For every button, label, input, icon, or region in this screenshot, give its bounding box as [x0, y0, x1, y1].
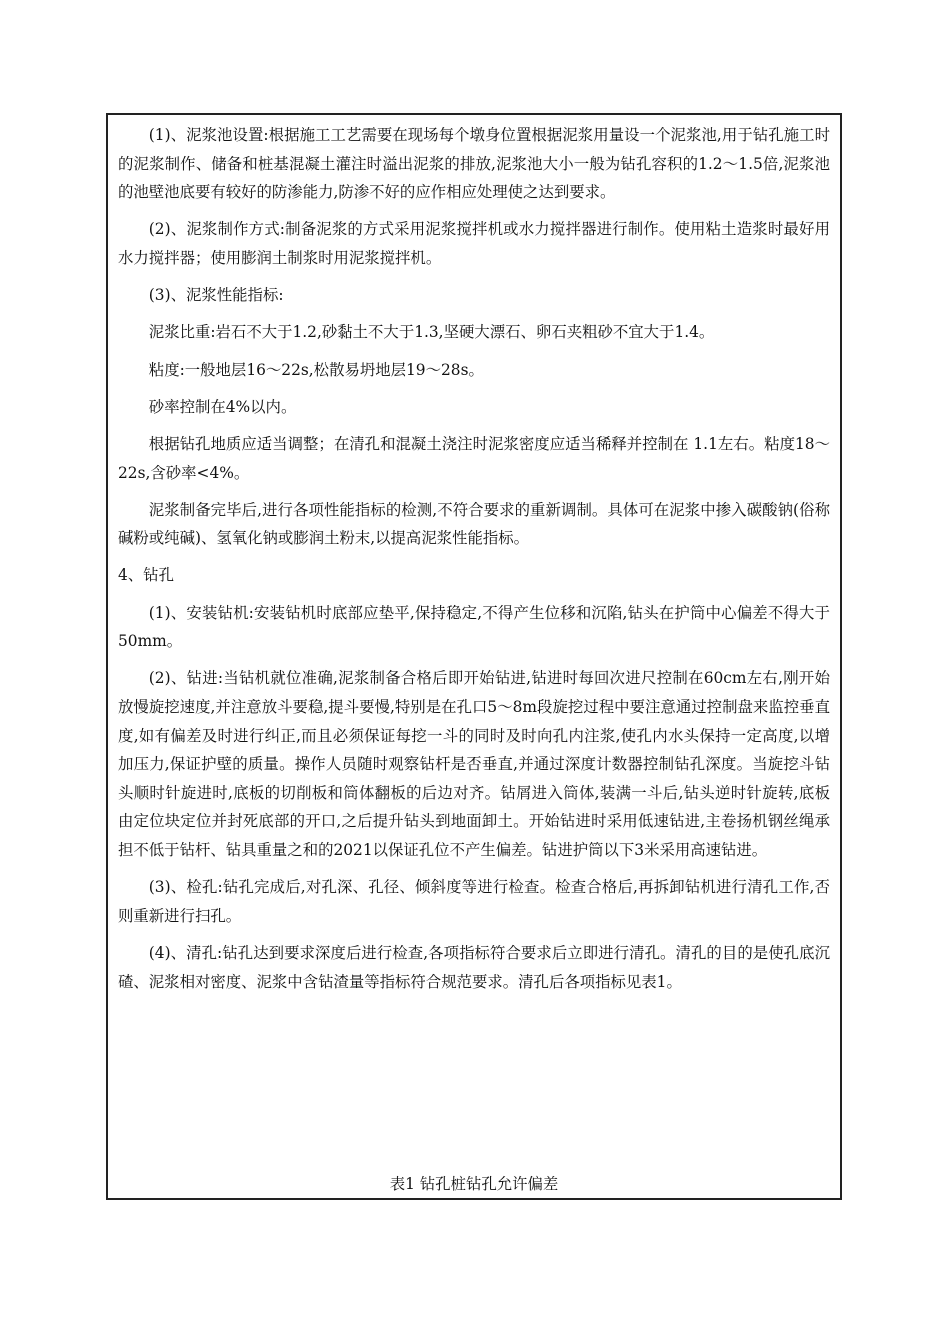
paragraph-hole-cleaning: (4)、清孔:钻孔达到要求深度后进行检查,各项指标符合要求后立即进行清孔。清孔的目的是使孔底沉碴、泥浆相对密度、泥浆中含钻渣量等指标符合规范要求。清孔后各项指标见表1。 — [118, 943, 830, 991]
paragraph-hole-inspection: (3)、检孔:钻孔完成后,对孔深、孔径、倾斜度等进行检查。检查合格后,再拆卸钻机进行清孔工作,否则重新进行扫孔。 — [118, 878, 830, 925]
paragraph-mud-performance-heading: (3)、泥浆性能指标: — [148, 286, 284, 305]
paragraph-mud-preparation: (2)、泥浆制作方式:制备泥浆的方式采用泥浆搅拌机或水力搅拌器进行制作。使用粘土造浆时最好用水力搅拌器；使用膨润土制浆时用泥浆搅拌机。 — [118, 220, 830, 267]
paragraph-viscosity: 粘度:一般地层16～22s,松散易坍地层19～28s。 — [148, 360, 484, 379]
paragraph-install-rig: (1)、安装钻机:安装钻机时底部应垫平,保持稳定,不得产生位移和沉陷,钻头在护筒中心偏差不得大于50mm。 — [118, 603, 830, 651]
paragraph-mud-pit: (1)、泥浆池设置:根据施工工艺需要在现场每个墩身位置根据泥浆用量设一个泥浆池,用于钻孔施工时的泥浆制作、储备和桩基混凝土灌注时溢出泥浆的排放,泥浆池大小一般为钻孔容积的1.2～1.5倍,泥浆池的池壁池底要有较好的防渗能力,防渗不好的应作相应处理使之达到要求。 — [118, 126, 830, 202]
paragraph-mud-density: 泥浆比重:岩石不大于1.2,砂黏土不大于1.3,坚硬大漂石、卵石夹粗砂不宜大于1.4。 — [148, 323, 715, 342]
paragraph-adjustment: 根据钻孔地质应适当调整；在清孔和混凝土浇注时泥浆密度应适当稀释并控制在 1.1左右。粘度18～22s,含砂率<4%。 — [118, 434, 830, 482]
paragraph-sand-content: 砂率控制在4%以内。 — [148, 397, 297, 416]
table-caption: 表1 钻孔桩钻孔允许偏差 — [389, 1175, 559, 1193]
document-frame — [106, 113, 842, 1200]
paragraph-testing: 泥浆制备完毕后,进行各项性能指标的检测,不符合要求的重新调制。具体可在泥浆中掺入碳酸钠(俗称碱粉或纯碱)、氢氧化钠或膨润土粉末,以提高泥浆性能指标。 — [118, 500, 830, 548]
paragraph-drilling-advance: (2)、钻进:当钻机就位准确,泥浆制备合格后即开始钻进,钻进时每回次进尺控制在60cm左右,刚开始放慢旋挖速度,并注意放斗要稳,提斗要慢,特别是在孔口5～8m段旋挖过程中要注意通过控制盘来监控垂直度,如有偏差及时进行纠正,而且必须保证每挖一斗的同时及时向孔内注浆,使孔内水头保持一定高度,以增加压力,保证护壁的质量。操作人员随时观察钻杆是否垂直,并通过深度计数器控制钻孔深度。当旋挖斗钻头顺时针旋进时,底板的切削板和筒体翻板的后边对齐。钻屑进入筒体,装满一斗后,钻头逆时针旋转,底板由定位块定位并封死底部的开口,之后提升钻头到地面卸土。开始钻进时采用低速钻进,主卷扬机钢丝绳承担不低于钻杆、钻具重量之和的2021以保证孔位不产生偏差。钻进护筒以下3米采用高速钻进。 — [118, 669, 830, 859]
document-body — [118, 121, 830, 1005]
section-heading-drilling: 4、钻孔 — [118, 566, 174, 585]
